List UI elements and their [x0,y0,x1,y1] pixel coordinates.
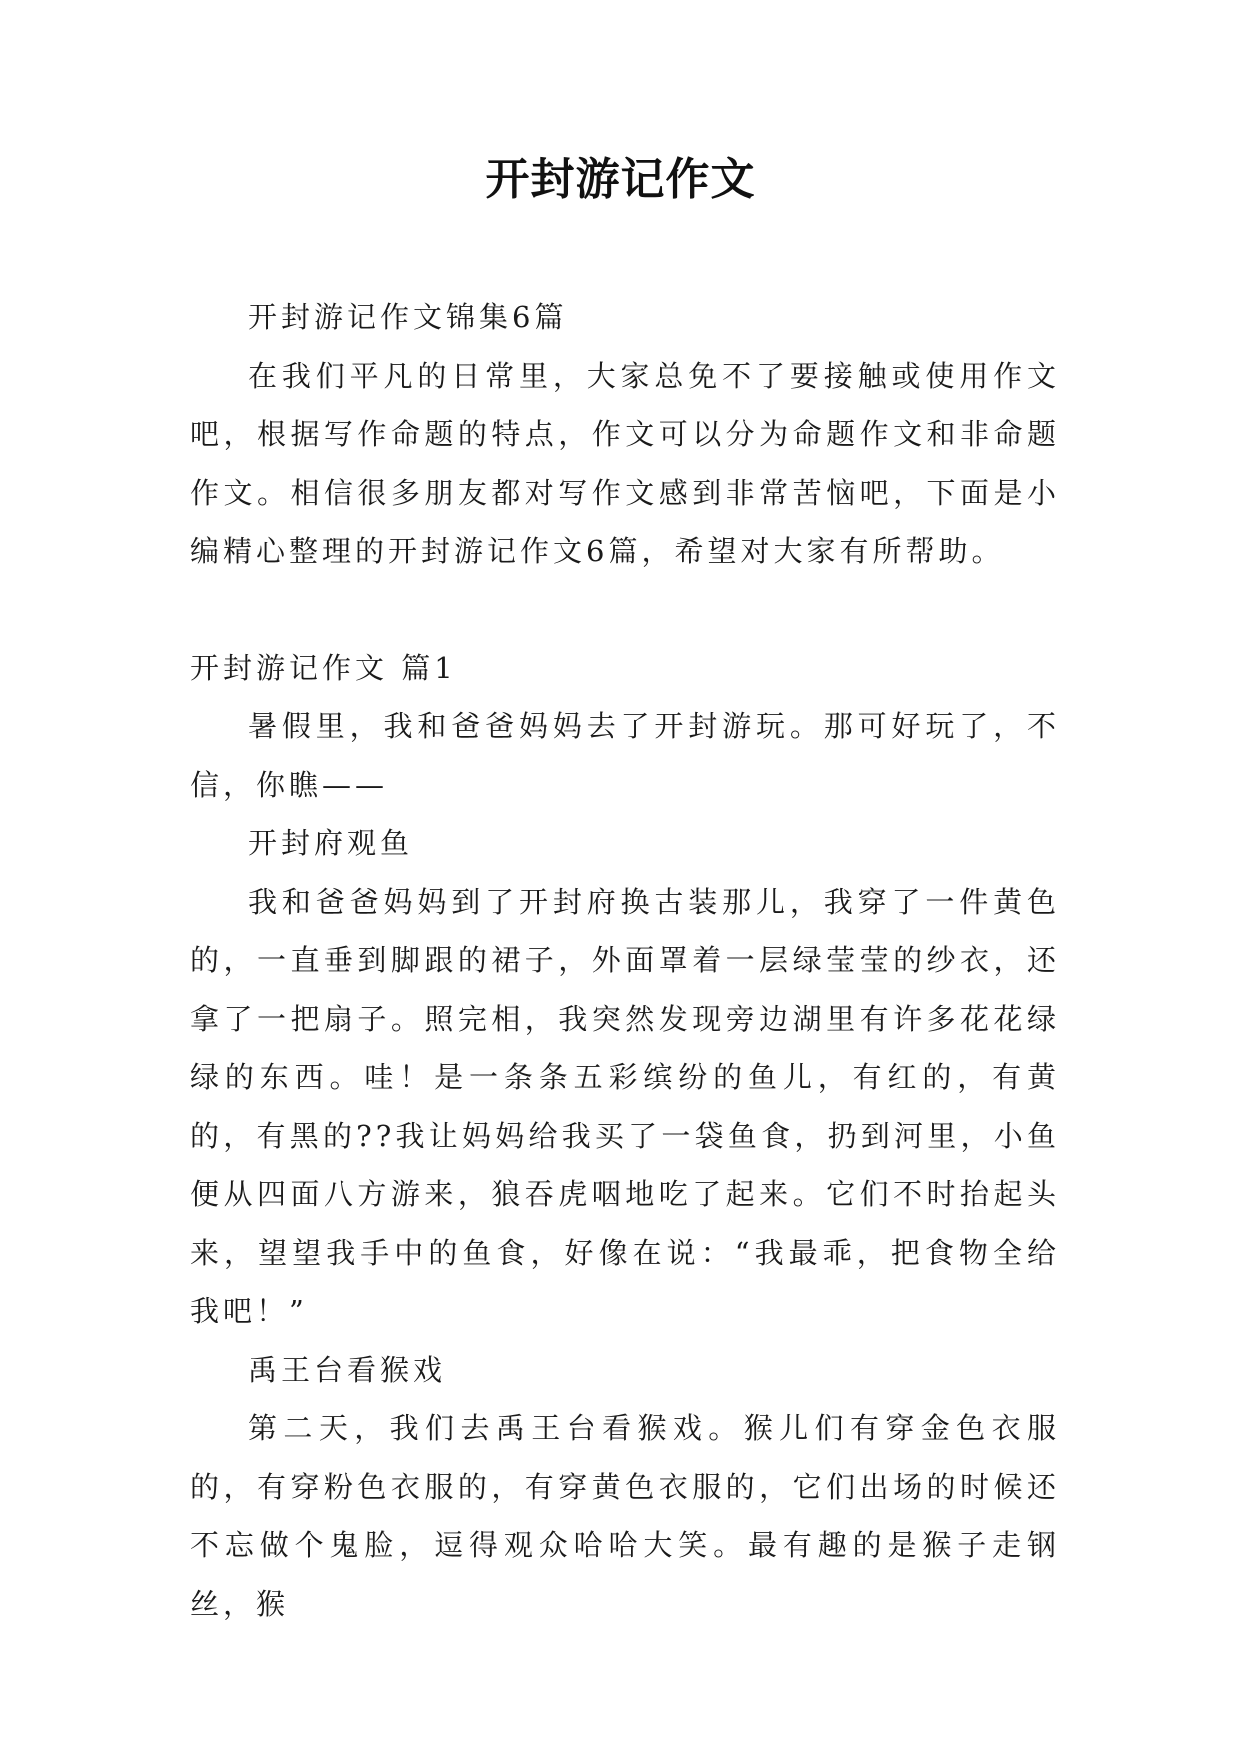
section-spacer [190,581,1060,639]
intro-paragraph: 在我们平凡的日常里，大家总免不了要接触或使用作文吧，根据写作命题的特点，作文可以分为命题作文和非命题作文。相信很多朋友都对写作文感到非常苦恼吧，下面是小编精心整理的开封游记作文6篇，希望对大家有所帮助。 [190,358,1060,568]
body-paragraph: 第二天，我们去禹王台看猴戏。猴儿们有穿金色衣服的，有穿粉色衣服的，有穿黄色衣服的，它们出场的时候还不忘做个鬼脸，逗得观众哈哈大笑。最有趣的是猴子走钢丝，猴 [190,1411,1060,1621]
body-paragraph: 我和爸爸妈妈到了开封府换古装那儿，我穿了一件黄色的，一直垂到脚跟的裙子，外面罩着一层绿莹莹的纱衣，还拿了一把扇子。照完相，我突然发现旁边湖里有许多花花绿绿的东西。哇！是一条条五彩缤纷的鱼儿，有红的，有黄的，有黑的??我让妈妈给我买了一袋鱼食，扔到河里，小鱼便从四面八方游来，狼吞虎咽地吃了起来。它们不时抬起头来，望望我手中的鱼食，好像在说：“我最乖，把食物全给我吧！” [190,884,1060,1328]
subheading-fish: 开封府观鱼 [248,826,414,860]
document-body [190,288,1060,1633]
document-title: 开封游记作文 [485,154,756,205]
body-paragraph: 暑假里，我和爸爸妈妈去了开封游玩。那可好玩了，不信，你瞧—— [190,709,1060,802]
section-heading: 开封游记作文 篇1 [190,650,457,685]
subheading-monkey: 禹王台看猴戏 [248,1352,447,1387]
subtitle-line: 开封游记作文锦集6篇 [248,300,568,334]
